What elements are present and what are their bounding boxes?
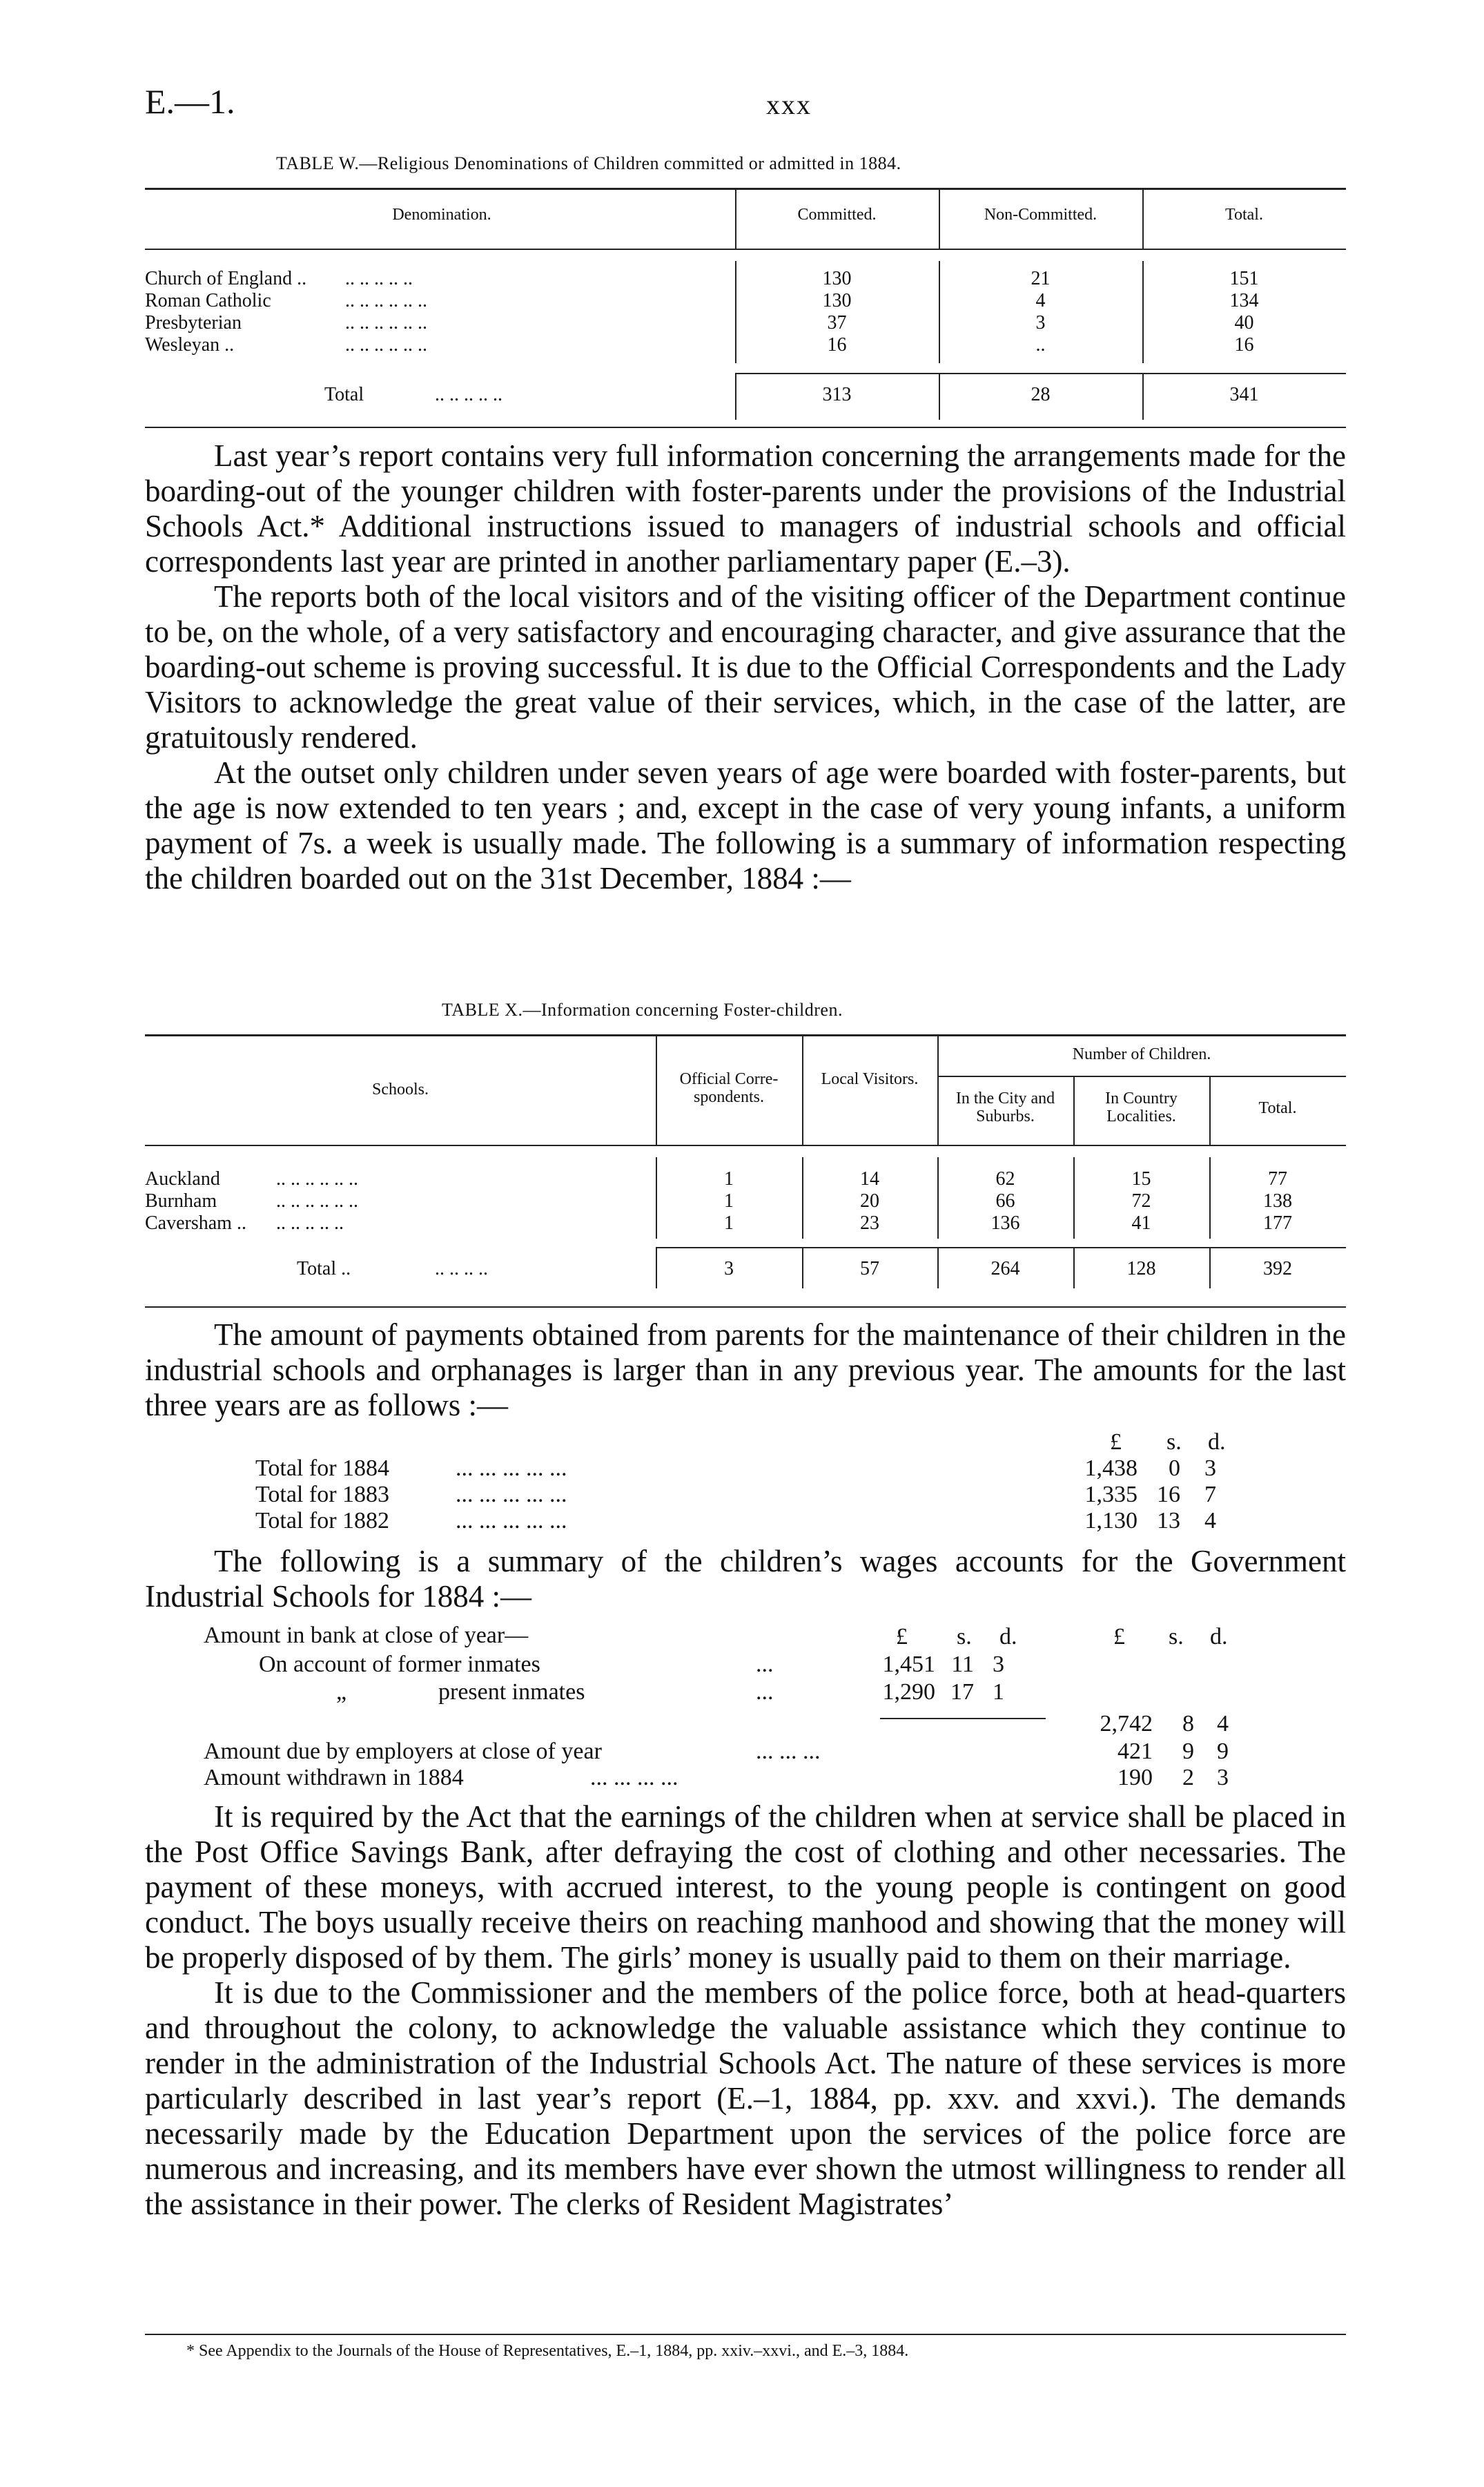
pounds-head: £ bbox=[1113, 1624, 1125, 1649]
ditto-mark: „ bbox=[336, 1679, 347, 1705]
table-row bbox=[145, 1170, 1346, 1192]
leader-dots: .. .. .. .. .. .. bbox=[276, 1168, 358, 1190]
wages-row bbox=[204, 1652, 1346, 1678]
table-w-header-total: Total. bbox=[1225, 206, 1263, 224]
wages-row bbox=[204, 1679, 1346, 1705]
row-label: Presbyterian bbox=[145, 312, 242, 333]
total-cell: 138 bbox=[1263, 1190, 1292, 1212]
pence-value: 7 bbox=[1204, 1482, 1216, 1507]
non-committed-cell: 4 bbox=[1035, 290, 1046, 311]
leader-dots: ... ... ... bbox=[756, 1739, 821, 1764]
payment-row bbox=[255, 1482, 1346, 1508]
page-number: xxx bbox=[766, 89, 812, 120]
table-w-header-rule bbox=[145, 249, 1346, 250]
table-x-header-city: In the City and Suburbs. bbox=[955, 1090, 1055, 1125]
city-cell: 136 bbox=[990, 1212, 1020, 1234]
non-committed-total: 28 bbox=[1031, 384, 1051, 405]
leader-dots: ... bbox=[756, 1652, 774, 1677]
leader-dots: .. .. .. .. .. .. bbox=[345, 290, 427, 311]
total-label: Total .. bbox=[297, 1258, 351, 1279]
row-label: Caversham .. bbox=[145, 1212, 246, 1234]
committed-cell: 16 bbox=[827, 334, 847, 356]
non-committed-cell: 3 bbox=[1035, 312, 1046, 333]
body-text-wages bbox=[145, 1544, 1346, 1614]
wages-currency-heads bbox=[889, 1624, 1345, 1650]
table-x-subheader-rule bbox=[937, 1076, 1346, 1077]
table-w-bottom-rule bbox=[145, 427, 1346, 428]
table-x-bottom-rule bbox=[145, 1306, 1346, 1308]
city-cell: 62 bbox=[995, 1168, 1015, 1190]
total-cell: 16 bbox=[1234, 334, 1254, 356]
local-cell: 14 bbox=[860, 1168, 879, 1190]
table-w-sum-rule bbox=[735, 373, 1346, 374]
paragraph-wages: The following is a summary of the children’s wages accounts for the Government Industrial Schools for 1884 :— bbox=[145, 1544, 1346, 1614]
grand-total: 392 bbox=[1263, 1258, 1292, 1279]
grand-total: 341 bbox=[1229, 384, 1259, 405]
shillings-value: 2 bbox=[1182, 1765, 1194, 1790]
pounds-value: 1,438 bbox=[1084, 1455, 1138, 1481]
shillings-value: 0 bbox=[1169, 1455, 1180, 1481]
official-total: 3 bbox=[724, 1258, 734, 1279]
leader-dots: .. .. .. .. .. .. bbox=[345, 312, 427, 333]
payment-label: Total for 1884 bbox=[255, 1455, 390, 1481]
payment-row bbox=[255, 1455, 1346, 1482]
table-row bbox=[145, 336, 1346, 358]
pounds-head: £ bbox=[1110, 1429, 1122, 1455]
paragraph-outset: At the outset only children under seven years of age were boarded with foster-parents, but the age is now extended to ten years ; and, except in the case of very young infants, a uniform payment of 7s. a week is usually made. The following is a summary of information respecting the children boarded out on the 31st December, 1884 :— bbox=[145, 755, 1346, 896]
table-w-caption: TABLE W.—Religious Denominations of Children committed or admitted in 1884. bbox=[276, 153, 901, 173]
table-x-header-total: Total. bbox=[1258, 1099, 1297, 1117]
table-x-sum-rule bbox=[656, 1247, 1346, 1248]
table-w-header-non-committed: Non-Committed. bbox=[984, 206, 1097, 224]
shillings-value: 16 bbox=[1157, 1482, 1180, 1507]
local-total: 57 bbox=[860, 1258, 879, 1279]
shillings-head: s. bbox=[1169, 1624, 1184, 1649]
leader-dots: .. .. .. .. .. .. bbox=[276, 1190, 358, 1212]
pounds-value: 421 bbox=[1117, 1739, 1153, 1764]
pence-value: 1 bbox=[993, 1679, 1004, 1705]
non-committed-cell: .. bbox=[1035, 334, 1046, 356]
leader-dots: .. .. .. .. .. bbox=[345, 268, 413, 289]
payment-row bbox=[255, 1508, 1346, 1534]
pence-value: 3 bbox=[1204, 1455, 1216, 1481]
body-text-block-2 bbox=[145, 1799, 1346, 2222]
payment-label: Total for 1883 bbox=[255, 1482, 390, 1507]
table-x-caption: TABLE X.—Information concerning Foster-children. bbox=[442, 1000, 843, 1020]
bank-label: Amount in bank at close of year— bbox=[204, 1623, 529, 1648]
pounds-value: 2,742 bbox=[1100, 1711, 1153, 1736]
committed-cell: 130 bbox=[822, 268, 852, 289]
country-cell: 15 bbox=[1131, 1168, 1151, 1190]
pounds-head: £ bbox=[896, 1624, 908, 1649]
pence-value: 9 bbox=[1217, 1739, 1229, 1764]
committed-total: 313 bbox=[822, 384, 852, 405]
table-w-header-denomination: Denomination. bbox=[392, 206, 491, 224]
table-total-row bbox=[145, 1259, 1346, 1281]
pence-value: 3 bbox=[1217, 1765, 1229, 1790]
official-cell: 1 bbox=[724, 1190, 734, 1212]
table-total-row bbox=[145, 385, 1346, 407]
shillings-value: 13 bbox=[1157, 1508, 1180, 1533]
official-cell: 1 bbox=[724, 1212, 734, 1234]
payment-label: Total for 1882 bbox=[255, 1508, 390, 1533]
country-cell: 72 bbox=[1131, 1190, 1151, 1212]
row-label: Wesleyan .. bbox=[145, 334, 235, 356]
shillings-value: 9 bbox=[1182, 1739, 1194, 1764]
wages-label: On account of former inmates bbox=[259, 1652, 540, 1677]
page-section-label: E.—1. bbox=[145, 82, 235, 121]
city-cell: 66 bbox=[995, 1190, 1015, 1212]
pounds-value: 1,130 bbox=[1084, 1508, 1138, 1533]
total-cell: 151 bbox=[1229, 268, 1259, 289]
pounds-value: 1,335 bbox=[1084, 1482, 1138, 1507]
total-cell: 177 bbox=[1263, 1212, 1292, 1234]
row-label: Auckland bbox=[145, 1168, 220, 1190]
table-x-header-country: In Country Localities. bbox=[1105, 1090, 1178, 1125]
city-total: 264 bbox=[990, 1258, 1020, 1279]
table-x-col-divider bbox=[656, 1034, 657, 1145]
shillings-value: 11 bbox=[951, 1652, 974, 1677]
local-cell: 23 bbox=[860, 1212, 879, 1234]
pence-value: 4 bbox=[1204, 1508, 1216, 1533]
local-cell: 20 bbox=[860, 1190, 879, 1212]
pence-head: d. bbox=[999, 1624, 1017, 1649]
leader-dots: ... ... ... ... bbox=[590, 1765, 678, 1790]
body-text-block-1 bbox=[145, 438, 1346, 896]
table-x-col-divider bbox=[802, 1034, 803, 1145]
row-label: Roman Catholic bbox=[145, 290, 271, 311]
footnote-rule bbox=[145, 2334, 1346, 2335]
total-cell: 77 bbox=[1268, 1168, 1287, 1190]
table-row bbox=[145, 313, 1346, 336]
table-x-header-number: Number of Children. bbox=[1072, 1045, 1211, 1063]
official-cell: 1 bbox=[724, 1168, 734, 1190]
shillings-head: s. bbox=[1166, 1429, 1182, 1455]
paragraph-earnings: It is required by the Act that the earnings of the children when at service shall be placed in the Post Office Savings Bank, after defraying the cost of clothing and other necessaries. The payment of these moneys, with accrued interest, to the young people is contingent on good conduct. The boys usually receive theirs on reaching manhood and showing that the money will be properly disposed of by them. The girls’ money is usually paid to them on their marriage. bbox=[145, 1799, 1346, 1975]
table-x-top-rule bbox=[145, 1034, 1346, 1036]
body-text-payments bbox=[145, 1317, 1346, 1423]
paragraph-police: It is due to the Commissioner and the members of the police force, both at head-quarters and throughout the colony, to acknowledge the valuable assistance which they continue to render in the administration of the Industrial Schools Act. The nature of these services is more particularly described in last year’s report (E.–1, 1884, pp. xxv. and xxvi.). The demands necessarily made by the Education Department upon the services of the police force are numerous and increasing, and its members have ever shown the utmost willingness to render all the assistance in their power. The clerks of Resident Magistrates’ bbox=[145, 1975, 1346, 2221]
table-w-top-rule bbox=[145, 188, 1346, 190]
shillings-value: 8 bbox=[1182, 1711, 1194, 1736]
leader-dots: ... ... ... ... ... bbox=[456, 1455, 567, 1481]
leader-dots: .. .. .. .. .. .. bbox=[345, 334, 427, 356]
table-x-header-schools: Schools. bbox=[371, 1081, 429, 1099]
country-cell: 41 bbox=[1131, 1212, 1151, 1234]
wages-row bbox=[204, 1765, 1346, 1791]
wages-subtotal-row bbox=[204, 1711, 1346, 1737]
country-total: 128 bbox=[1126, 1258, 1156, 1279]
payments-currency-heads bbox=[1103, 1429, 1338, 1455]
non-committed-cell: 21 bbox=[1031, 268, 1051, 289]
shillings-head: s. bbox=[957, 1624, 972, 1649]
shillings-value: 17 bbox=[950, 1679, 974, 1705]
leader-dots: .. .. .. .. .. bbox=[276, 1212, 344, 1234]
paragraph-reports: The reports both of the local visitors and of the visiting officer of the Department continue to be, on the whole, of a very satisfactory and encouraging character, and give assurance that the boarding-out scheme is proving successful. It is due to the Official Correspondents and the Lady Visitors to acknowledge the great value of their services, which, in the case of the latter, are gratuitously rendered. bbox=[145, 579, 1346, 755]
table-x-header-official: Official Corre- spondents. bbox=[679, 1070, 779, 1106]
wages-label: Amount withdrawn in 1884 bbox=[204, 1765, 464, 1790]
total-label: Total bbox=[324, 384, 364, 405]
pence-head: d. bbox=[1210, 1624, 1228, 1649]
total-cell: 134 bbox=[1229, 290, 1259, 311]
table-w-header-committed: Committed. bbox=[797, 206, 877, 224]
table-x-header-local: Local Visitors. bbox=[821, 1070, 919, 1088]
wages-label: Amount due by employers at close of year bbox=[204, 1739, 602, 1764]
table-row bbox=[145, 1214, 1346, 1236]
pounds-value: 190 bbox=[1117, 1765, 1153, 1790]
row-label: Burnham bbox=[145, 1190, 217, 1212]
footnote: * See Appendix to the Journals of the House of Representatives, E.–1, 1884, pp. xxiv.–xxvi., and E.–3, 1884. bbox=[186, 2342, 909, 2360]
leader-dots: .. .. .. .. bbox=[435, 1258, 488, 1279]
leader-dots: ... ... ... ... ... bbox=[456, 1482, 567, 1507]
committed-cell: 37 bbox=[827, 312, 847, 333]
pence-head: d. bbox=[1208, 1429, 1226, 1455]
committed-cell: 130 bbox=[822, 290, 852, 311]
table-row bbox=[145, 269, 1346, 291]
pounds-value: 1,451 bbox=[882, 1652, 935, 1677]
row-label: Church of England .. bbox=[145, 268, 307, 289]
pounds-value: 1,290 bbox=[882, 1679, 935, 1705]
pence-value: 3 bbox=[993, 1652, 1004, 1677]
leader-dots: ... ... ... ... ... bbox=[456, 1508, 567, 1533]
leader-dots: ... bbox=[756, 1679, 774, 1705]
paragraph-boarding-out: Last year’s report contains very full information concerning the arrangements made for the boarding-out of the younger children with foster-parents under the provisions of the Industrial Schools Act.* Additional instructions issued to managers of industrial schools and official correspondents last year are printed in another parliamentary paper (E.–3). bbox=[145, 438, 1346, 579]
table-row bbox=[145, 1192, 1346, 1214]
total-cell: 40 bbox=[1234, 312, 1254, 333]
wages-label: present inmates bbox=[438, 1679, 585, 1705]
table-x-header-rule bbox=[145, 1145, 1346, 1146]
table-row bbox=[145, 291, 1346, 313]
pence-value: 4 bbox=[1217, 1711, 1229, 1736]
leader-dots: .. .. .. .. .. bbox=[435, 384, 502, 405]
paragraph-payments: The amount of payments obtained from parents for the maintenance of their children in the industrial schools and orphanages is larger than in any previous year. The amounts for the last three years are as follows :— bbox=[145, 1317, 1346, 1422]
wages-row bbox=[204, 1739, 1346, 1765]
